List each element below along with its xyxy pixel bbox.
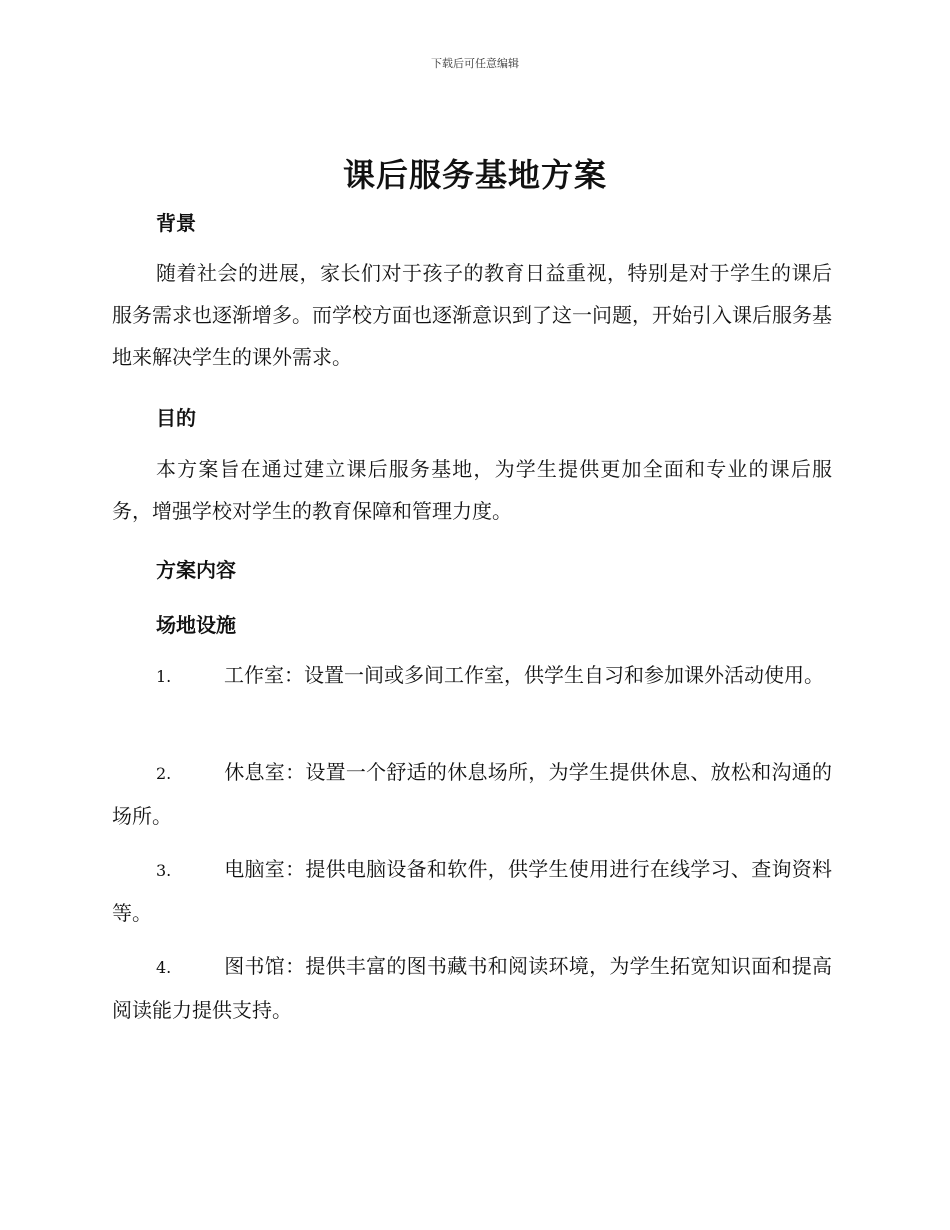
list-item-text: 图书馆：提供丰富的图书藏书和阅读环境，为学生拓宽知识面和提高阅读能力提供支持。 <box>112 954 832 1022</box>
list-item-number: 1. <box>156 667 172 686</box>
list-item-number: 2. <box>156 764 172 783</box>
list-item-number: 4. <box>156 958 172 977</box>
header-note: 下载后可任意编辑 <box>431 57 519 70</box>
heading-plan-content: 方案内容 <box>156 558 236 582</box>
list-item-text: 休息室：设置一个舒适的休息场所，为学生提供休息、放松和沟通的场所。 <box>112 760 832 828</box>
heading-purpose: 目的 <box>156 406 196 430</box>
list-item-text: 工作室：设置一间或多间工作室，供学生自习和参加课外活动使用。 <box>224 663 824 687</box>
list-item <box>112 751 832 837</box>
list-item-number: 3. <box>156 861 172 880</box>
heading-background: 背景 <box>156 211 196 235</box>
list-item-text: 电脑室：提供电脑设备和软件，供学生使用进行在线学习、查询资料等。 <box>112 857 832 925</box>
list-item <box>112 848 832 934</box>
heading-facilities: 场地设施 <box>156 613 236 637</box>
document-title: 课后服务基地方案 <box>342 156 607 194</box>
list-item <box>112 945 832 1031</box>
list-item <box>112 654 832 698</box>
paragraph-purpose: 本方案旨在通过建立课后服务基地，为学生提供更加全面和专业的课后服务，增强学校对学生的教育保障和管理力度。 <box>112 457 832 523</box>
paragraph-background: 随着社会的进展，家长们对于孩子的教育日益重视，特别是对于学生的课后服务需求也逐渐增多。而学校方面也逐渐意识到了这一问题，开始引入课后服务基地来解决学生的课外需求。 <box>112 261 832 369</box>
